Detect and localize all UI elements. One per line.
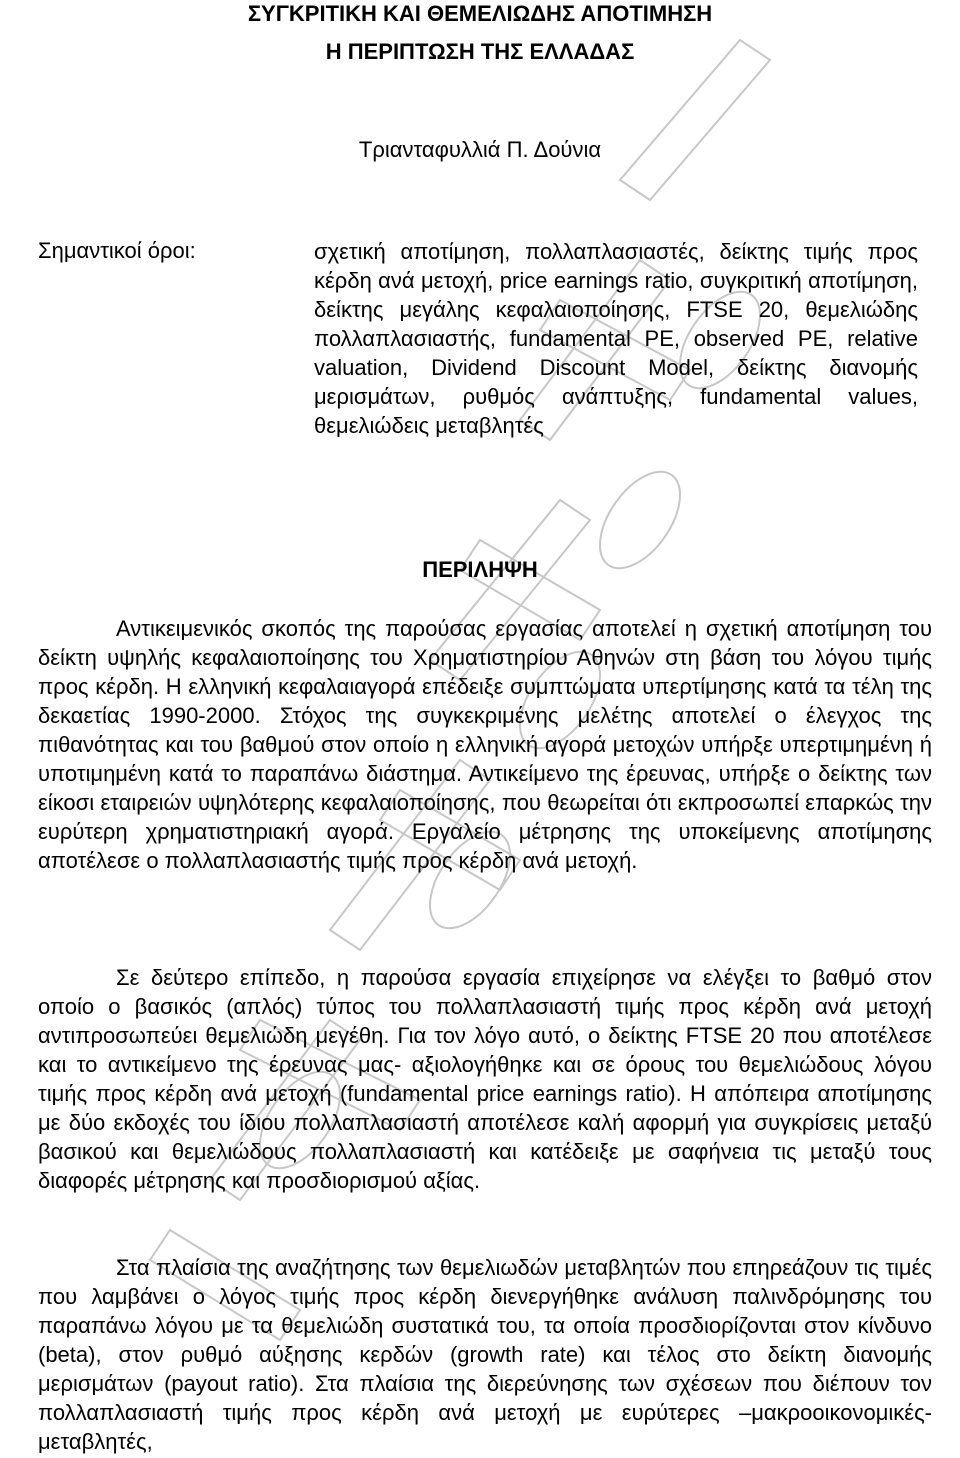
abstract-paragraph-3: Στα πλαίσια της αναζήτησης των θεμελιωδών μεταβλητών που επηρεάζουν τις τιμές που λαμβάνει ο λόγος τιμής προς κέρδη διενεργήθηκε ανάλυση παλινδρόμησης του παραπάνω λόγου με τα θεμελιώδη συστατικά του, τα οποία προσδιορίζονται στον κίνδυνο (beta), στον ρυθμό αύξησης κερδών (growth rate) και τέλος στο δείκτη διανομής μερισμάτων (payout ratio). Στα πλαίσια της διερεύνησης των σχέσεων που διέπουν τον πολλαπλασιαστή τιμής προς κέρδη ανά μετοχή με ευρύτερες –μακροοικονομικές- μεταβλητές, (38, 1255, 932, 1454)
abstract-paragraph-2: Σε δεύτερο επίπεδο, η παρούσα εργασία επιχείρησε να ελέγξει το βαθμό στον οποίο ο βασικός (απλός) τύπος του πολλαπλασιαστή τιμής προς κέρδη ανά μετοχή αντιπροσωπεύει θεμελιώδη μεγέθη. Για τον λόγο αυτό, ο δείκτης FTSE 20 που αποτέλεσε και το αντικείμενο της έρευνας μας- αξιολογήθηκε και σε όρους του θεμελιώδους λόγου τιμής προς κέρδη ανά μετοχή (fundamental price earnings ratio). Η απόπειρα αποτίμησης με δύο εκδοχές του ίδιου πολλαπλασιαστή αποτέλεσε καλή αφορμή για συγκρίσεις μεταξύ βασικού και θεμελιώδους πολλαπλασιαστή και κατέδειξε με σαφήνεια τις μεταξύ τους διαφορές μέτρησης και προσδιορισμού αξίας. (38, 965, 932, 1193)
abstract-paragraph-1: Αντικειμενικός σκοπός της παρούσας εργασίας αποτελεί η σχετική αποτίμηση του δείκτη υψηλής κεφαλαιοποίησης του Χρηματιστηρίου Αθηνών στη βάση του λόγου τιμής προς κέρδη. Η ελληνική κεφαλαιαγορά επέδειξε συμπτώματα υπερτίμησης κατά τα τέλη της δεκαετίας 1990-2000. Στόχος της συγκεκριμένης μελέτης αποτελεί ο έλεγχος της πιθανότητας και του βαθμού στον οποίο η ελληνική αγορά μετοχών υπήρξε υπερτιμημένη ή υποτιμημένη κατά το παραπάνω διάστημα. Αντικείμενο της έρευνας, υπήρξε ο δείκτης των είκοσι εταιρειών υψηλότερης κεφαλαιοποίησης, που θεωρείται ότι εκπροσωπεί επαρκώς την ευρύτερη χρηματιστηριακή αγορά. Εργαλείο μέτρησης της υποκείμενης αποτίμησης αποτέλεσε ο πολλαπλασιαστής τιμής προς κέρδη ανά μετοχή. (38, 616, 932, 873)
keywords-text: σχετική αποτίμηση, πολλαπλασιαστές, δείκτης τιμής προς κέρδη ανά μετοχή, price earnings ratio, συγκριτική αποτίμηση, δείκτης μεγάλης κεφαλαιοποίησης, FTSE 20, θεμελιώδης πολλαπλασιαστής, fundamental PE, observed PE, relative valuation, Dividend Discount Model, δείκτης διανομής μερισμάτων, ρυθμός ανάπτυξης, fundamental values, θεμελιώδεις μεταβλητές (314, 239, 918, 438)
document-subtitle: Η ΠΕΡΙΠΤΩΣΗ ΤΗΣ ΕΛΛΑΔΑΣ (325, 39, 635, 64)
abstract-heading: ΠΕΡΙΛΗΨΗ (422, 557, 538, 582)
author-name: Τριανταφυλλιά Π. Δούνια (358, 137, 602, 162)
document-title: ΣΥΓΚΡΙΤΙΚΗ ΚΑΙ ΘΕΜΕΛΙΩΔΗΣ ΑΠΟΤΙΜΗΣΗ (247, 1, 713, 26)
keywords-label: Σημαντικοί όροι: (38, 238, 196, 263)
